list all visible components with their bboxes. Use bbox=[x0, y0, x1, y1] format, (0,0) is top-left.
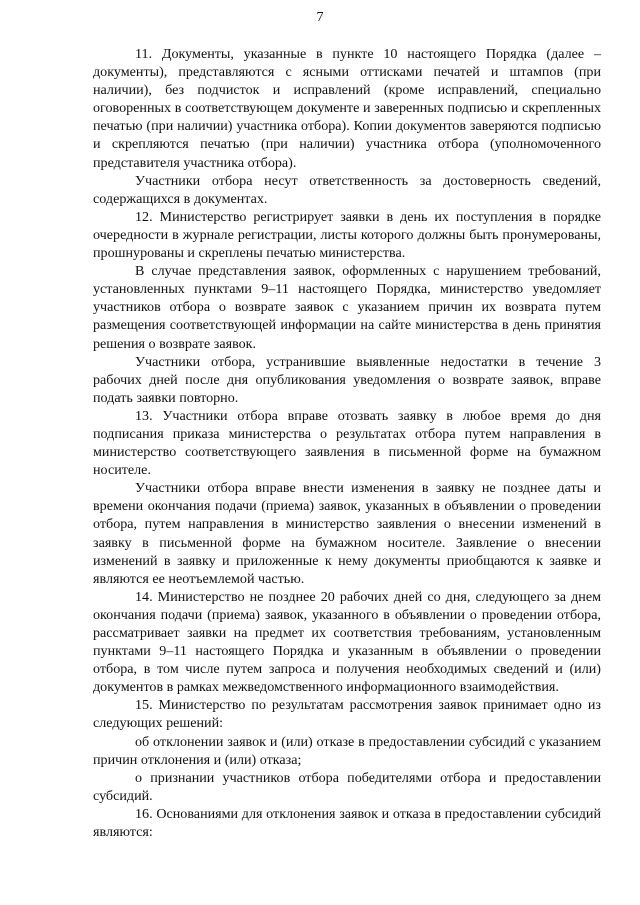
paragraph-decision-winners: о признании участников отбора победителями отбора и предоставлении субсидий. bbox=[93, 769, 601, 804]
paragraph-return-of-applications: В случае представления заявок, оформленных с нарушением требований, установленных пунктами 9–11 настоящего Порядка, министерство уведомляет участников отбора о возврате заявок с указанием причин их возврата путем размещения соответствующей информации на сайте министерства в день принятия решения о возврате заявок. bbox=[93, 263, 601, 352]
paragraph-participants-responsibility: Участники отбора несут ответственность за достоверность сведений, содержащихся в документах. bbox=[93, 172, 601, 207]
paragraph-12-registration: 12. Министерство регистрирует заявки в день их поступления в порядке очередности в журнале регистрации, листы которого должны быть пронумерованы, прошнурованы и скреплены печатью министерства. bbox=[93, 208, 601, 262]
paragraph-11-documents-requirements: 11. Документы, указанные в пункте 10 настоящего Порядка (далее – документы), представляются с ясными оттисками печатей и штампов (при наличии), без подчисток и исправлений (кроме исправлений, специально оговоренных в соответствующем документе и заверенных подписью и скрепленных печатью (при наличии) участника отбора). Копии документов заверяются подписью и скрепляются печатью (при наличии) участника отбора (уполномоченного представителя участника отбора). bbox=[93, 46, 601, 171]
document-body bbox=[93, 45, 601, 841]
paragraph-15-decisions: 15. Министерство по результатам рассмотрения заявок принимает одно из следующих решений: bbox=[93, 697, 601, 732]
paragraph-decision-rejection: об отклонении заявок и (или) отказе в предоставлении субсидий с указанием причин отклонения и (или) отказа; bbox=[93, 733, 601, 768]
paragraph-14-review: 14. Министерство не позднее 20 рабочих дней со дня, следующего за днем окончания подачи (приема) заявок, указанного в объявлении о проведении отбора, рассматривает заявки на предмет их соответствия требованиям, установленным пунктами 9–11 настоящего Порядка и указанным в объявлении о проведении отбора, в том числе путем запроса и получения необходимых сведений и (или) документов в рамках межведомственного информационного взаимодействия. bbox=[93, 588, 601, 696]
page-number: 7 bbox=[316, 9, 324, 25]
paragraph-13-withdrawal: 13. Участники отбора вправе отозвать заявку в любое время до дня подписания приказа министерства о результатах отбора путем направления в министерство соответствующего заявления в письменной форме на бумажном носителе. bbox=[93, 407, 601, 479]
paragraph-amendments: Участники отбора вправе внести изменения в заявку не позднее даты и времени окончания подачи (приема) заявок, указанных в объявлении о проведении отбора, путем направления в министерство заявления о внесении изменений в заявку в письменной форме на бумажном носителе. Заявление о внесении изменений в заявку и приложенные к нему документы приобщаются к заявке и являются ее неотъемлемой частью. bbox=[93, 480, 601, 587]
paragraph-resubmission: Участники отбора, устранившие выявленные недостатки в течение 3 рабочих дней после дня опубликования уведомления о возврате заявок, вправе подать заявки повторно. bbox=[93, 353, 601, 406]
paragraph-16-grounds: 16. Основаниями для отклонения заявок и отказа в предоставлении субсидий являются: bbox=[93, 805, 601, 841]
